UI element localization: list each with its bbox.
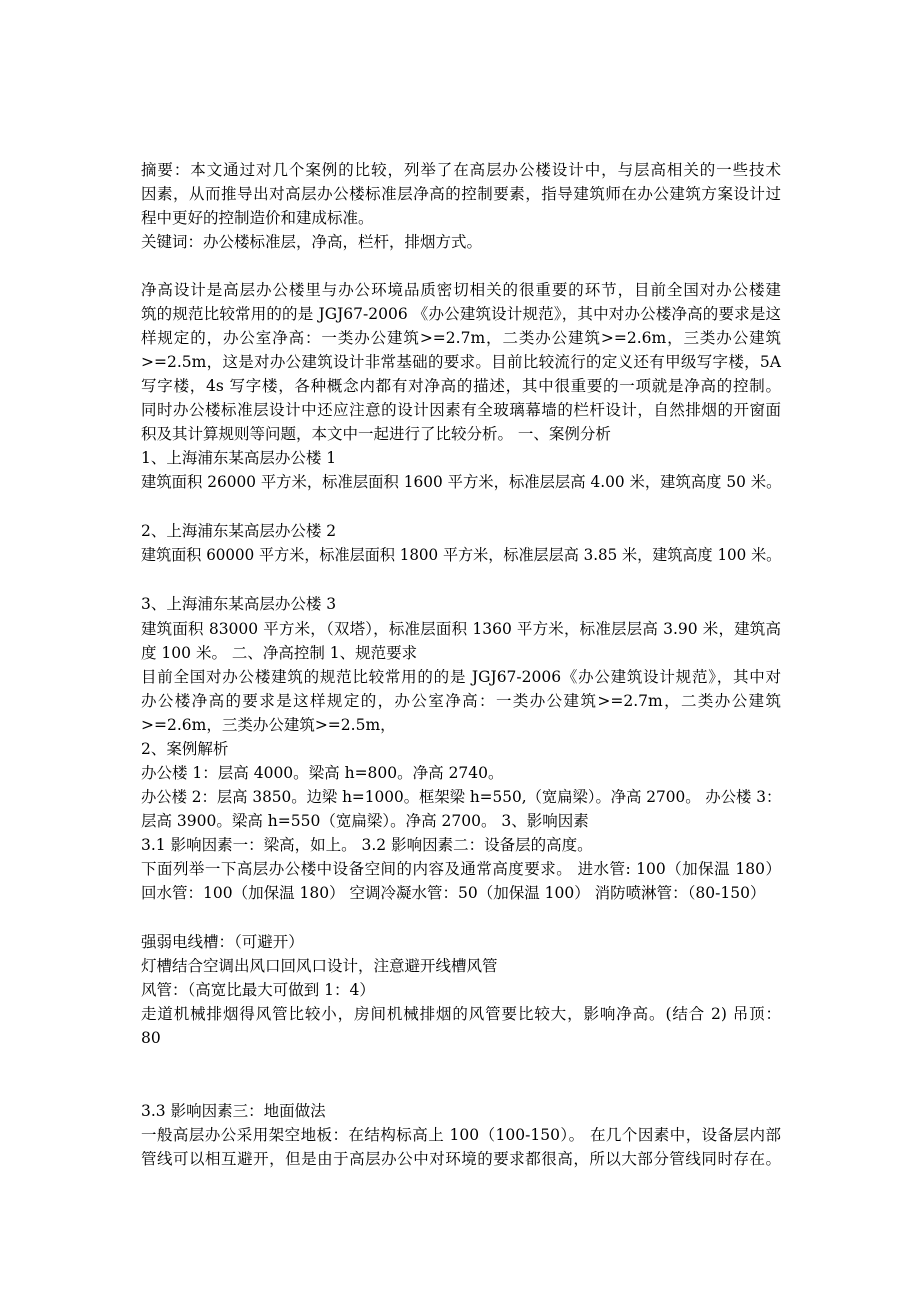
- text-line: 办公楼 2：层高 3850。边梁 h=1000。框架梁 h=550,（宽扁梁）。净高 2700。 办公楼 3：: [141, 788, 782, 806]
- text-line: 因素，从而推导出对高层办公楼标准层净高的控制要素，指导建筑师在办公建筑方案设计过: [141, 185, 781, 203]
- text-line: >=2.5m，这是对办公建筑设计非常基础的要求。目前比较流行的定义还有甲级写字楼，5A: [141, 353, 781, 371]
- text-line: 程中更好的控制造价和建成标准。: [141, 209, 374, 227]
- text-line: 风管：（高宽比最大可做到 1：4）: [141, 981, 375, 999]
- text-line: 2、上海浦东某高层办公楼 2: [141, 522, 337, 540]
- text-line: 度 100 米。 二、净高控制 1、规范要求: [141, 644, 418, 662]
- text-line: 写字楼，4s 写字楼，各种概念内都有对净高的描述，其中很重要的一项就是净高的控制。: [141, 377, 781, 395]
- text-line: 建筑面积 83000 平方米，（双塔），标准层面积 1360 平方米，标准层层高 3.90 米，建筑高: [141, 620, 781, 638]
- text-line: 同时办公楼标准层设计中还应注意的设计因素有全玻璃幕墙的栏杆设计，自然排烟的开窗面: [141, 401, 781, 419]
- text-line: 管线可以相互避开，但是由于高层办公中对环境的要求都很高，所以大部分管线同时存在。: [141, 1150, 781, 1168]
- text-line: 办公楼 1：层高 4000。梁高 h=800。净高 2740。: [141, 764, 504, 782]
- text-line: 走道机械排烟得风管比较小，房间机械排烟的风管要比较大，影响净高。(结合 2) 吊顶：: [141, 1005, 781, 1023]
- text-line: 回水管：100（加保温 180） 空调冷凝水管：50（加保温 100） 消防喷淋管：（80-150）: [141, 884, 766, 902]
- text-line: 样规定的，办公室净高：一类办公建筑>=2.7m，二类办公建筑>=2.6m，三类办公建筑: [141, 329, 781, 347]
- text-line: 灯槽结合空调出风口回风口设计，注意避开线槽风管: [141, 957, 498, 975]
- text-line: 建筑面积 60000 平方米，标准层面积 1800 平方米，标准层层高 3.85 米，建筑高度 100 米。: [141, 546, 782, 564]
- text-line: 层高 3900。梁高 h=550（宽扁梁）。净高 2700。 3、影响因素: [141, 812, 589, 830]
- text-line: >=2.6m，三类办公建筑>=2.5m，: [141, 716, 396, 734]
- text-line: 目前全国对办公楼建筑的规范比较常用的的是 JGJ67-2006《办公建筑设计规范》，其中对: [141, 668, 781, 686]
- text-line: 强弱电线槽：（可避开）: [141, 933, 304, 951]
- text-line: 3.1 影响因素一：梁高，如上。 3.2 影响因素二：设备层的高度。: [141, 836, 593, 854]
- text-line: 筑的规范比较常用的的是 JGJ67-2006 《办公建筑设计规范》，其中对办公楼净高的要求是这: [141, 305, 781, 323]
- text-line: 一般高层办公采用架空地板：在结构标高上 100（100-150）。 在几个因素中，设备层内部: [141, 1126, 781, 1144]
- text-line: 3、上海浦东某高层办公楼 3: [141, 595, 337, 613]
- text-line: 80: [141, 1029, 161, 1047]
- text-line: 办公楼净高的要求是这样规定的，办公室净高：一类办公建筑>=2.7m，二类办公建筑: [141, 692, 781, 710]
- text-line: 2、案例解析: [141, 740, 229, 758]
- text-line: 3.3 影响因素三：地面做法: [141, 1102, 326, 1120]
- text-line: 1、上海浦东某高层办公楼 1: [141, 449, 337, 467]
- text-line: 积及其计算规则等问题，本文中一起进行了比较分析。 一、案例分析: [141, 425, 611, 443]
- text-line: 下面列举一下高层办公楼中设备空间的内容及通常高度要求。 进水管: 100（加保温 180）: [141, 860, 781, 878]
- text-line: 摘要：本文通过对几个案例的比较，列举了在高层办公楼设计中，与层高相关的一些技术: [141, 161, 781, 179]
- text-line: 净高设计是高层办公楼里与办公环境品质密切相关的很重要的环节，目前全国对办公楼建: [141, 281, 781, 299]
- text-line: 建筑面积 26000 平方米，标准层面积 1600 平方米，标准层层高 4.00 米，建筑高度 50 米。: [141, 473, 782, 491]
- text-line: 关键词：办公楼标准层，净高，栏杆，排烟方式。: [141, 233, 483, 251]
